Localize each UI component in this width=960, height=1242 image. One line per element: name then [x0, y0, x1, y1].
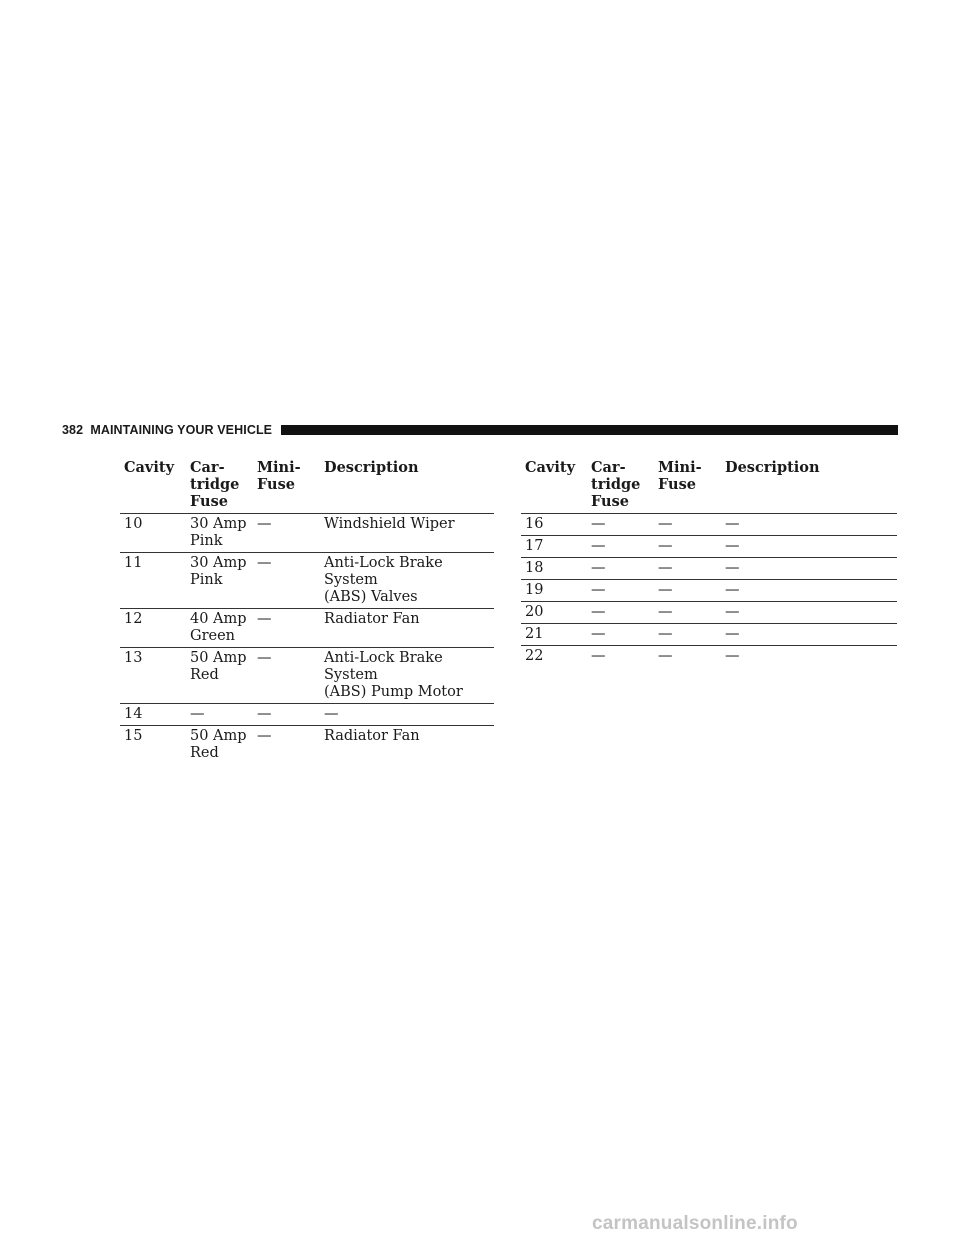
table-row: 20 — — — — [521, 602, 897, 624]
col-mini-fuse: Mini- Fuse — [257, 455, 324, 514]
page-header-text — [62, 423, 272, 437]
header-rule — [281, 425, 898, 435]
fuse-table-left — [120, 455, 494, 764]
col-cartridge-fuse: Car- tridge Fuse — [591, 455, 658, 514]
table-row: 21 — — — — [521, 624, 897, 646]
fuse-table-right — [521, 455, 897, 667]
table-row: 19 — — — — [521, 580, 897, 602]
table-row: 16 — — — — [521, 514, 897, 536]
table-row: 17 — — — — [521, 536, 897, 558]
table-row: 10 30 Amp Pink — Windshield Wiper — [120, 514, 494, 553]
col-cavity: Cavity — [521, 455, 591, 514]
page-number: 382 — [62, 423, 84, 437]
col-description: Description — [725, 455, 897, 514]
table-row: 13 50 Amp Red — Anti-Lock Brake System (ABS) Pump Motor — [120, 648, 494, 704]
col-description: Description — [324, 455, 494, 514]
col-cartridge-fuse: Car- tridge Fuse — [190, 455, 257, 514]
col-mini-fuse: Mini- Fuse — [658, 455, 725, 514]
col-cavity: Cavity — [120, 455, 190, 514]
section-title: MAINTAINING YOUR VEHICLE — [90, 423, 273, 437]
page-header — [62, 422, 898, 438]
table-row: 11 30 Amp Pink — Anti-Lock Brake System (ABS) Valves — [120, 553, 494, 609]
table-row: 12 40 Amp Green — Radiator Fan — [120, 609, 494, 648]
table-row: 22 — — — — [525, 648, 740, 664]
table-row: 18 — — — — [521, 558, 897, 580]
table-header-row — [521, 455, 897, 514]
table-header-row — [120, 455, 494, 514]
watermark: carmanualsonline.info — [592, 1213, 798, 1234]
table-row: 14 — — — — [120, 704, 494, 726]
table-row: 15 50 Amp Red — Radiator Fan — [124, 728, 420, 761]
